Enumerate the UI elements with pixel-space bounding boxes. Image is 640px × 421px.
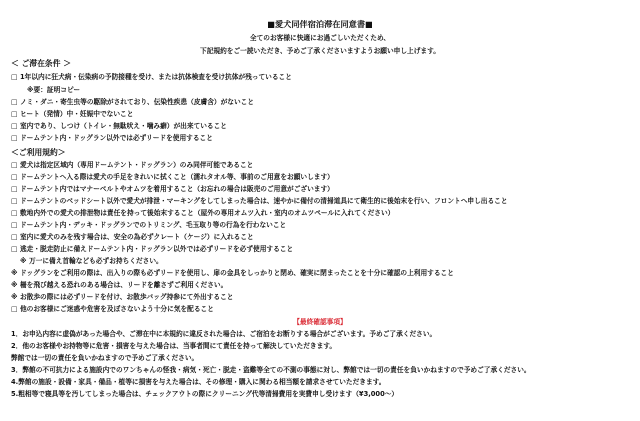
final-heading: 【最終確認事項】 <box>293 318 347 326</box>
checkbox-icon: □ <box>11 134 18 142</box>
rule-text: 他のお客様にご迷惑や危害を及ぼさないよう十分に気を配ること <box>20 305 214 313</box>
checkbox-icon: □ <box>11 185 18 193</box>
condition-note <box>27 86 80 94</box>
rule-text: 逃走・脱走防止に備えドームテント内・ドッグラン以外では必ずリードを必ず使用すること <box>20 245 294 253</box>
final-item: 3．弊館の不可抗力による施設内でのワンちゃんの怪我・病気・死亡・脱走・盗難等全ての不測の事態に対し、弊館では一切の責任を負いかねますので予めご了承ください。 <box>11 366 531 374</box>
final-item: 弊館では一切の責任を負いかねますので予めご了承ください。 <box>11 354 199 362</box>
rule-item <box>11 269 454 277</box>
intro-line-2: 下記規約をご一読いただき、予めご了承くださいますようお願い申し上げます。 <box>200 47 440 55</box>
condition-item <box>11 134 213 142</box>
checkbox-icon: □ <box>11 161 18 169</box>
note-mark: ※ <box>11 281 18 289</box>
rule-text: 愛犬は指定区域内（専用ドームテント・ドッグラン）のみ同伴可能であること <box>20 161 254 169</box>
rules-heading: ＜ご利用規約＞ <box>11 148 66 157</box>
condition-note-text: ※要：証明コピー <box>27 86 81 94</box>
checkbox-icon: □ <box>11 110 18 118</box>
checkbox-icon: □ <box>11 221 18 229</box>
condition-text: 室内であり、しつけ（トイレ・無駄吠え・噛み癖）が出来ていること <box>20 122 227 130</box>
condition-item <box>11 73 292 81</box>
rule-text: 敷地内外での愛犬の排泄物は責任を持って後始末すること（屋外の専用オムツ入れ・室内のオムツペールに入れてください） <box>20 209 395 217</box>
condition-item <box>11 98 254 106</box>
rule-item <box>11 161 253 169</box>
rule-item <box>11 173 334 181</box>
intro-line-1: 全てのお客様に快適にお過ごしいただくため、 <box>249 34 391 42</box>
condition-text: ノミ・ダニ・寄生虫等の駆除がされており、伝染性疾患（皮膚含）がないこと <box>20 98 255 106</box>
rule-item <box>11 221 286 229</box>
condition-item <box>11 122 227 130</box>
rule-item <box>11 185 334 193</box>
rule-note <box>20 257 163 265</box>
note-mark: ※ <box>11 269 18 277</box>
rule-text: ドームテントへ入る際は愛犬の手足をきれいに拭くこと（濡れタオル等、事前のご用意をお願いします） <box>20 173 334 181</box>
rule-item <box>11 245 293 253</box>
checkbox-icon: □ <box>11 209 18 217</box>
checkbox-icon: □ <box>11 245 18 253</box>
rule-text: ドームテント内・デッキ・ドッグランでのトリミング、毛玉取り等の行為を行わないこと <box>20 221 287 229</box>
rule-item <box>11 209 394 217</box>
checkbox-icon: □ <box>11 98 18 106</box>
condition-text: ドームテント内・ドッグラン以外では必ずリードを使用すること <box>20 134 213 142</box>
note-mark: ※ <box>20 257 27 265</box>
rule-item <box>11 233 254 241</box>
rule-note-text: 万一に備え首輪なども必ずお持ちください。 <box>29 257 163 265</box>
checkbox-icon: □ <box>11 173 18 181</box>
rule-text: ドッグランをご利用の際は、出入りの際も必ずリードを使用し、扉の金具をしっかりと閉め、確実に閉まったことを十分に確認の上利用すること <box>20 269 454 277</box>
checkbox-icon: □ <box>11 305 18 313</box>
rule-text: 室内に愛犬のみを残す場合は、安全の為必ずクレート（ケージ）に入れること <box>20 233 254 241</box>
final-item: 4.弊館の施設・設備・家具・備品・植等に損害を与えた場合は、その修理・購入に関わる相当額を請求させていただきます。 <box>11 378 386 386</box>
rule-item <box>11 305 214 313</box>
final-item: 5.粗相等で寝具等を汚してしまった場合は、チェックアウトの際にクリーニング代等清掃費用を実費申し受けます（¥3,000〜） <box>11 390 399 398</box>
final-item: 2．他のお客様やお持物等に危害・損害を与えた場合は、当事者間にて責任を持って解決していただきます。 <box>11 342 337 350</box>
final-item: 1．お申込内容に虚偽があった場合や、ご滞在中に本規約に違反された場合は、ご宿泊をお断りする場合がございます。予めご了承ください。 <box>11 330 437 338</box>
rule-item <box>11 281 227 289</box>
checkbox-icon: □ <box>11 197 18 205</box>
checkbox-icon: □ <box>11 233 18 241</box>
document-title: ■愛犬同伴宿泊滞在同意書■ <box>267 19 373 29</box>
condition-text: ヒート（発情）中・妊娠中でないこと <box>20 110 134 118</box>
rule-text: ドームテント内ではマナーベルトやオムツを着用すること（お忘れの場合は販売のご用意がございます） <box>20 185 334 193</box>
note-mark: ※ <box>11 293 18 301</box>
condition-item <box>11 110 133 118</box>
rule-text: お散歩の際には必ずリードを付け、お散歩バッグ持参にて外出すること <box>20 293 234 301</box>
rule-text: ドームテントのベッドシート以外で愛犬が排泄・マーキングをしてしまった場合は、速やかに備付の清掃道具にて衛生的に後始末を行い、フロントへ申し出ること <box>20 197 508 205</box>
rule-item <box>11 293 233 301</box>
rule-text: 柵を飛び越える恐れのある場合は、リードを離さずご利用ください。 <box>20 281 228 289</box>
condition-text: 1年以内に狂犬病・伝染病の予防接種を受け、または抗体検査を受け抗体が残っていること <box>20 73 292 81</box>
conditions-heading: ＜ ご滞在条件 ＞ <box>11 59 72 68</box>
checkbox-icon: □ <box>11 122 18 130</box>
rule-item <box>11 197 508 205</box>
checkbox-icon: □ <box>11 73 18 81</box>
